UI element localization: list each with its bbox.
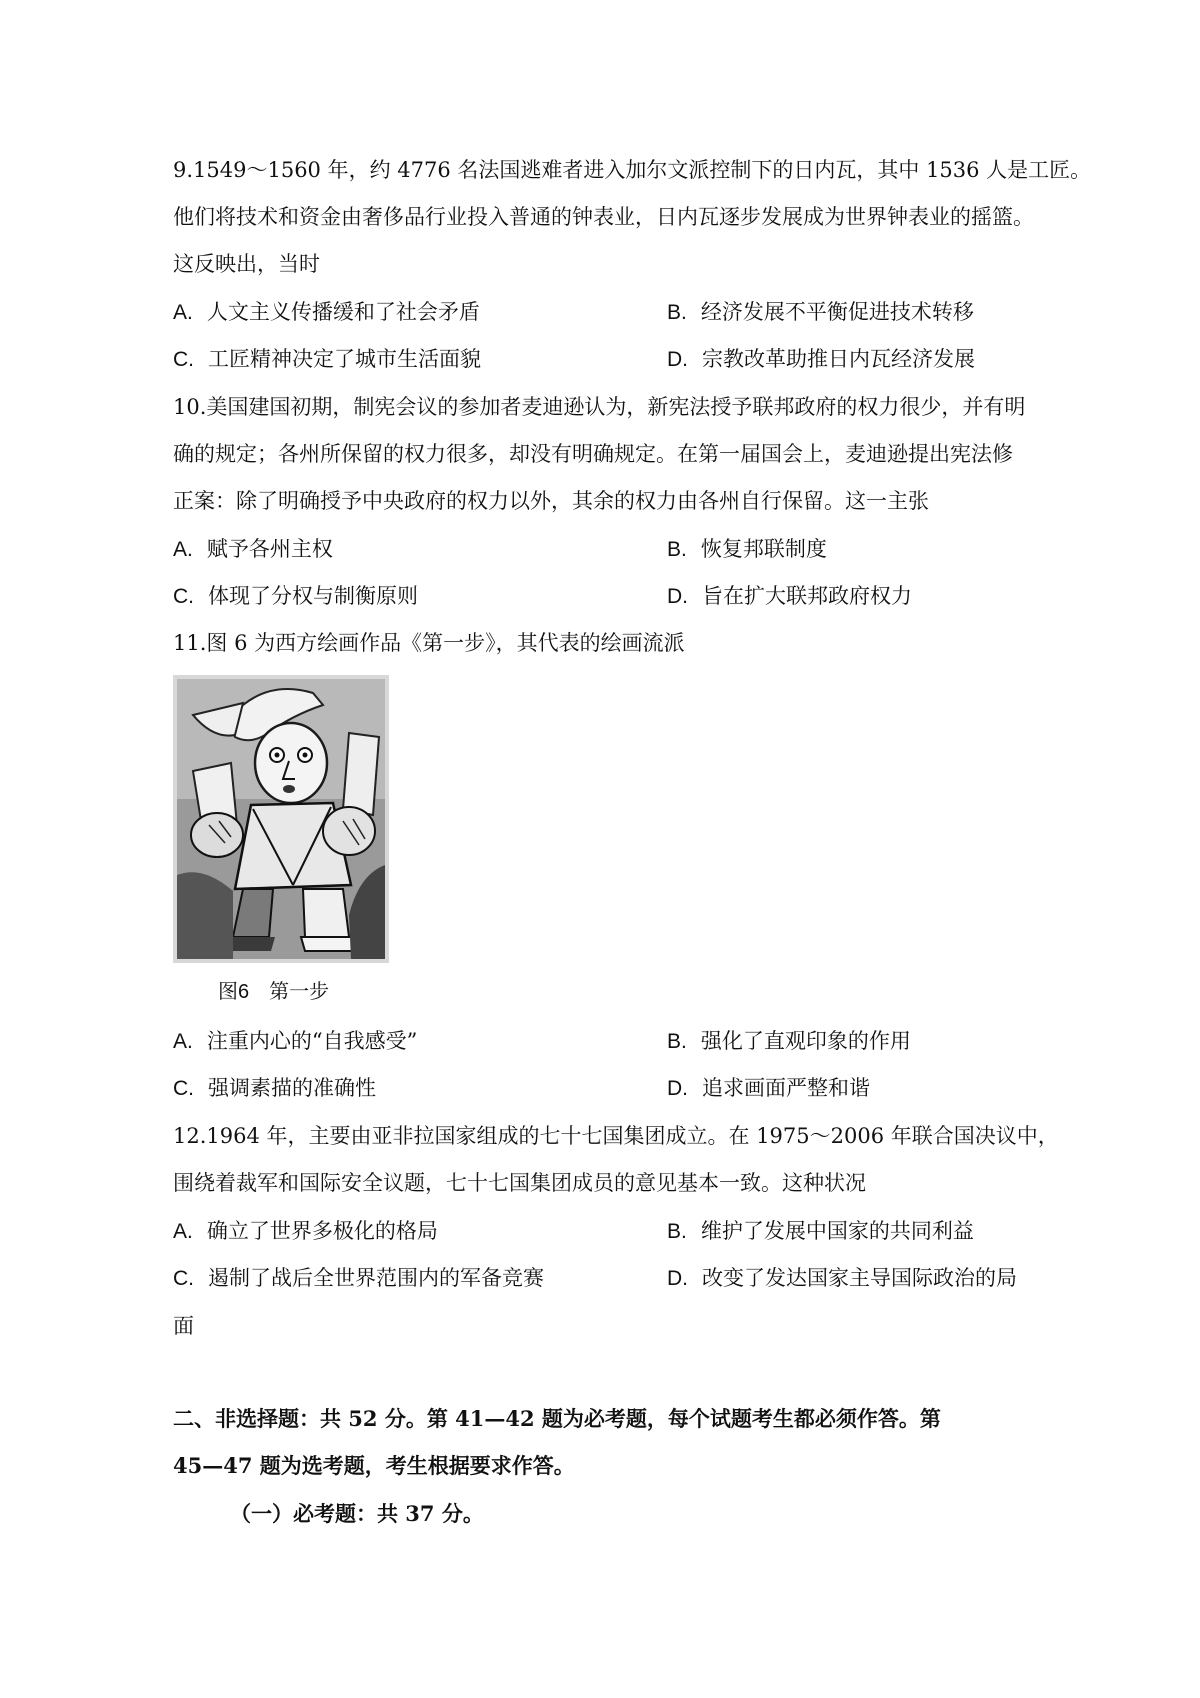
- q12-option-b: B. 维护了发展中国家的共同利益: [667, 1219, 974, 1243]
- q9-stem-line-1: 9.1549～1560 年，约 4776 名法国逃难者进入加尔文派控制下的日内瓦，其中 1536 人是工匠。: [173, 158, 1092, 182]
- section2-subheading: （一）必考题：共 37 分。: [230, 1501, 484, 1526]
- q9-stem-line-2: 他们将技术和资金由奢侈品行业投入普通的钟表业，日内瓦逐步发展成为世界钟表业的摇篮。: [173, 205, 1034, 229]
- q12-option-c: C. 遏制了战后全世界范围内的军备竞赛: [173, 1266, 544, 1290]
- q10-option-a: A. 赋予各州主权: [173, 537, 333, 561]
- q9-option-d: D. 宗教改革助推日内瓦经济发展: [667, 347, 975, 371]
- q12-option-a: A. 确立了世界多极化的格局: [173, 1219, 438, 1243]
- figure-caption: 图6 第一步: [218, 981, 330, 1003]
- q12-option-d-wrap: 面: [173, 1314, 194, 1338]
- q10-stem-line-3: 正案：除了明确授予中央政府的权力以外，其余的权力由各州自行保留。这一主张: [173, 489, 929, 513]
- q9-option-a: A. 人文主义传播缓和了社会矛盾: [173, 300, 480, 324]
- q12-stem-line-1: 12.1964 年，主要由亚非拉国家组成的七十七国集团成立。在 1975～2006 年联合国决议中，: [173, 1124, 1059, 1148]
- q11-option-a: A. 注重内心的“自我感受”: [173, 1029, 418, 1053]
- q9-stem-line-3: 这反映出，当时: [173, 252, 320, 276]
- q10-option-b: B. 恢复邦联制度: [667, 537, 827, 561]
- q10-stem-line-2: 确的规定；各州所保留的权力很多，却没有明确规定。在第一届国会上，麦迪逊提出宪法修: [173, 442, 1013, 466]
- q10-option-c: C. 体现了分权与制衡原则: [173, 584, 418, 608]
- q11-option-b: B. 强化了直观印象的作用: [667, 1029, 911, 1053]
- section2-heading-line-2: 45—47 题为选考题，考生根据要求作答。: [173, 1453, 575, 1478]
- q9-option-b: B. 经济发展不平衡促进技术转移: [667, 300, 974, 324]
- section2-heading-line-1: 二、非选择题：共 52 分。第 41—42 题为必考题，每个试题考生都必须作答。第: [173, 1406, 941, 1431]
- q9-option-c: C. 工匠精神决定了城市生活面貌: [173, 347, 481, 371]
- q12-stem-line-2: 围绕着裁军和国际安全议题，七十七国集团成员的意见基本一致。这种状况: [173, 1171, 866, 1195]
- q11-option-c: C. 强调素描的准确性: [173, 1076, 376, 1100]
- q10-stem-line-1: 10.美国建国初期，制宪会议的参加者麦迪逊认为，新宪法授予联邦政府的权力很少，并有明: [173, 395, 1026, 419]
- q11-stem-line-1: 11.图 6 为西方绘画作品《第一步》，其代表的绘画流派: [173, 631, 685, 655]
- q10-option-d: D. 旨在扩大联邦政府权力: [667, 584, 912, 608]
- q11-option-d: D. 追求画面严整和谐: [667, 1076, 870, 1100]
- q12-option-d: D. 改变了发达国家主导国际政治的局: [667, 1266, 1017, 1290]
- painting-first-step-image: [173, 675, 389, 963]
